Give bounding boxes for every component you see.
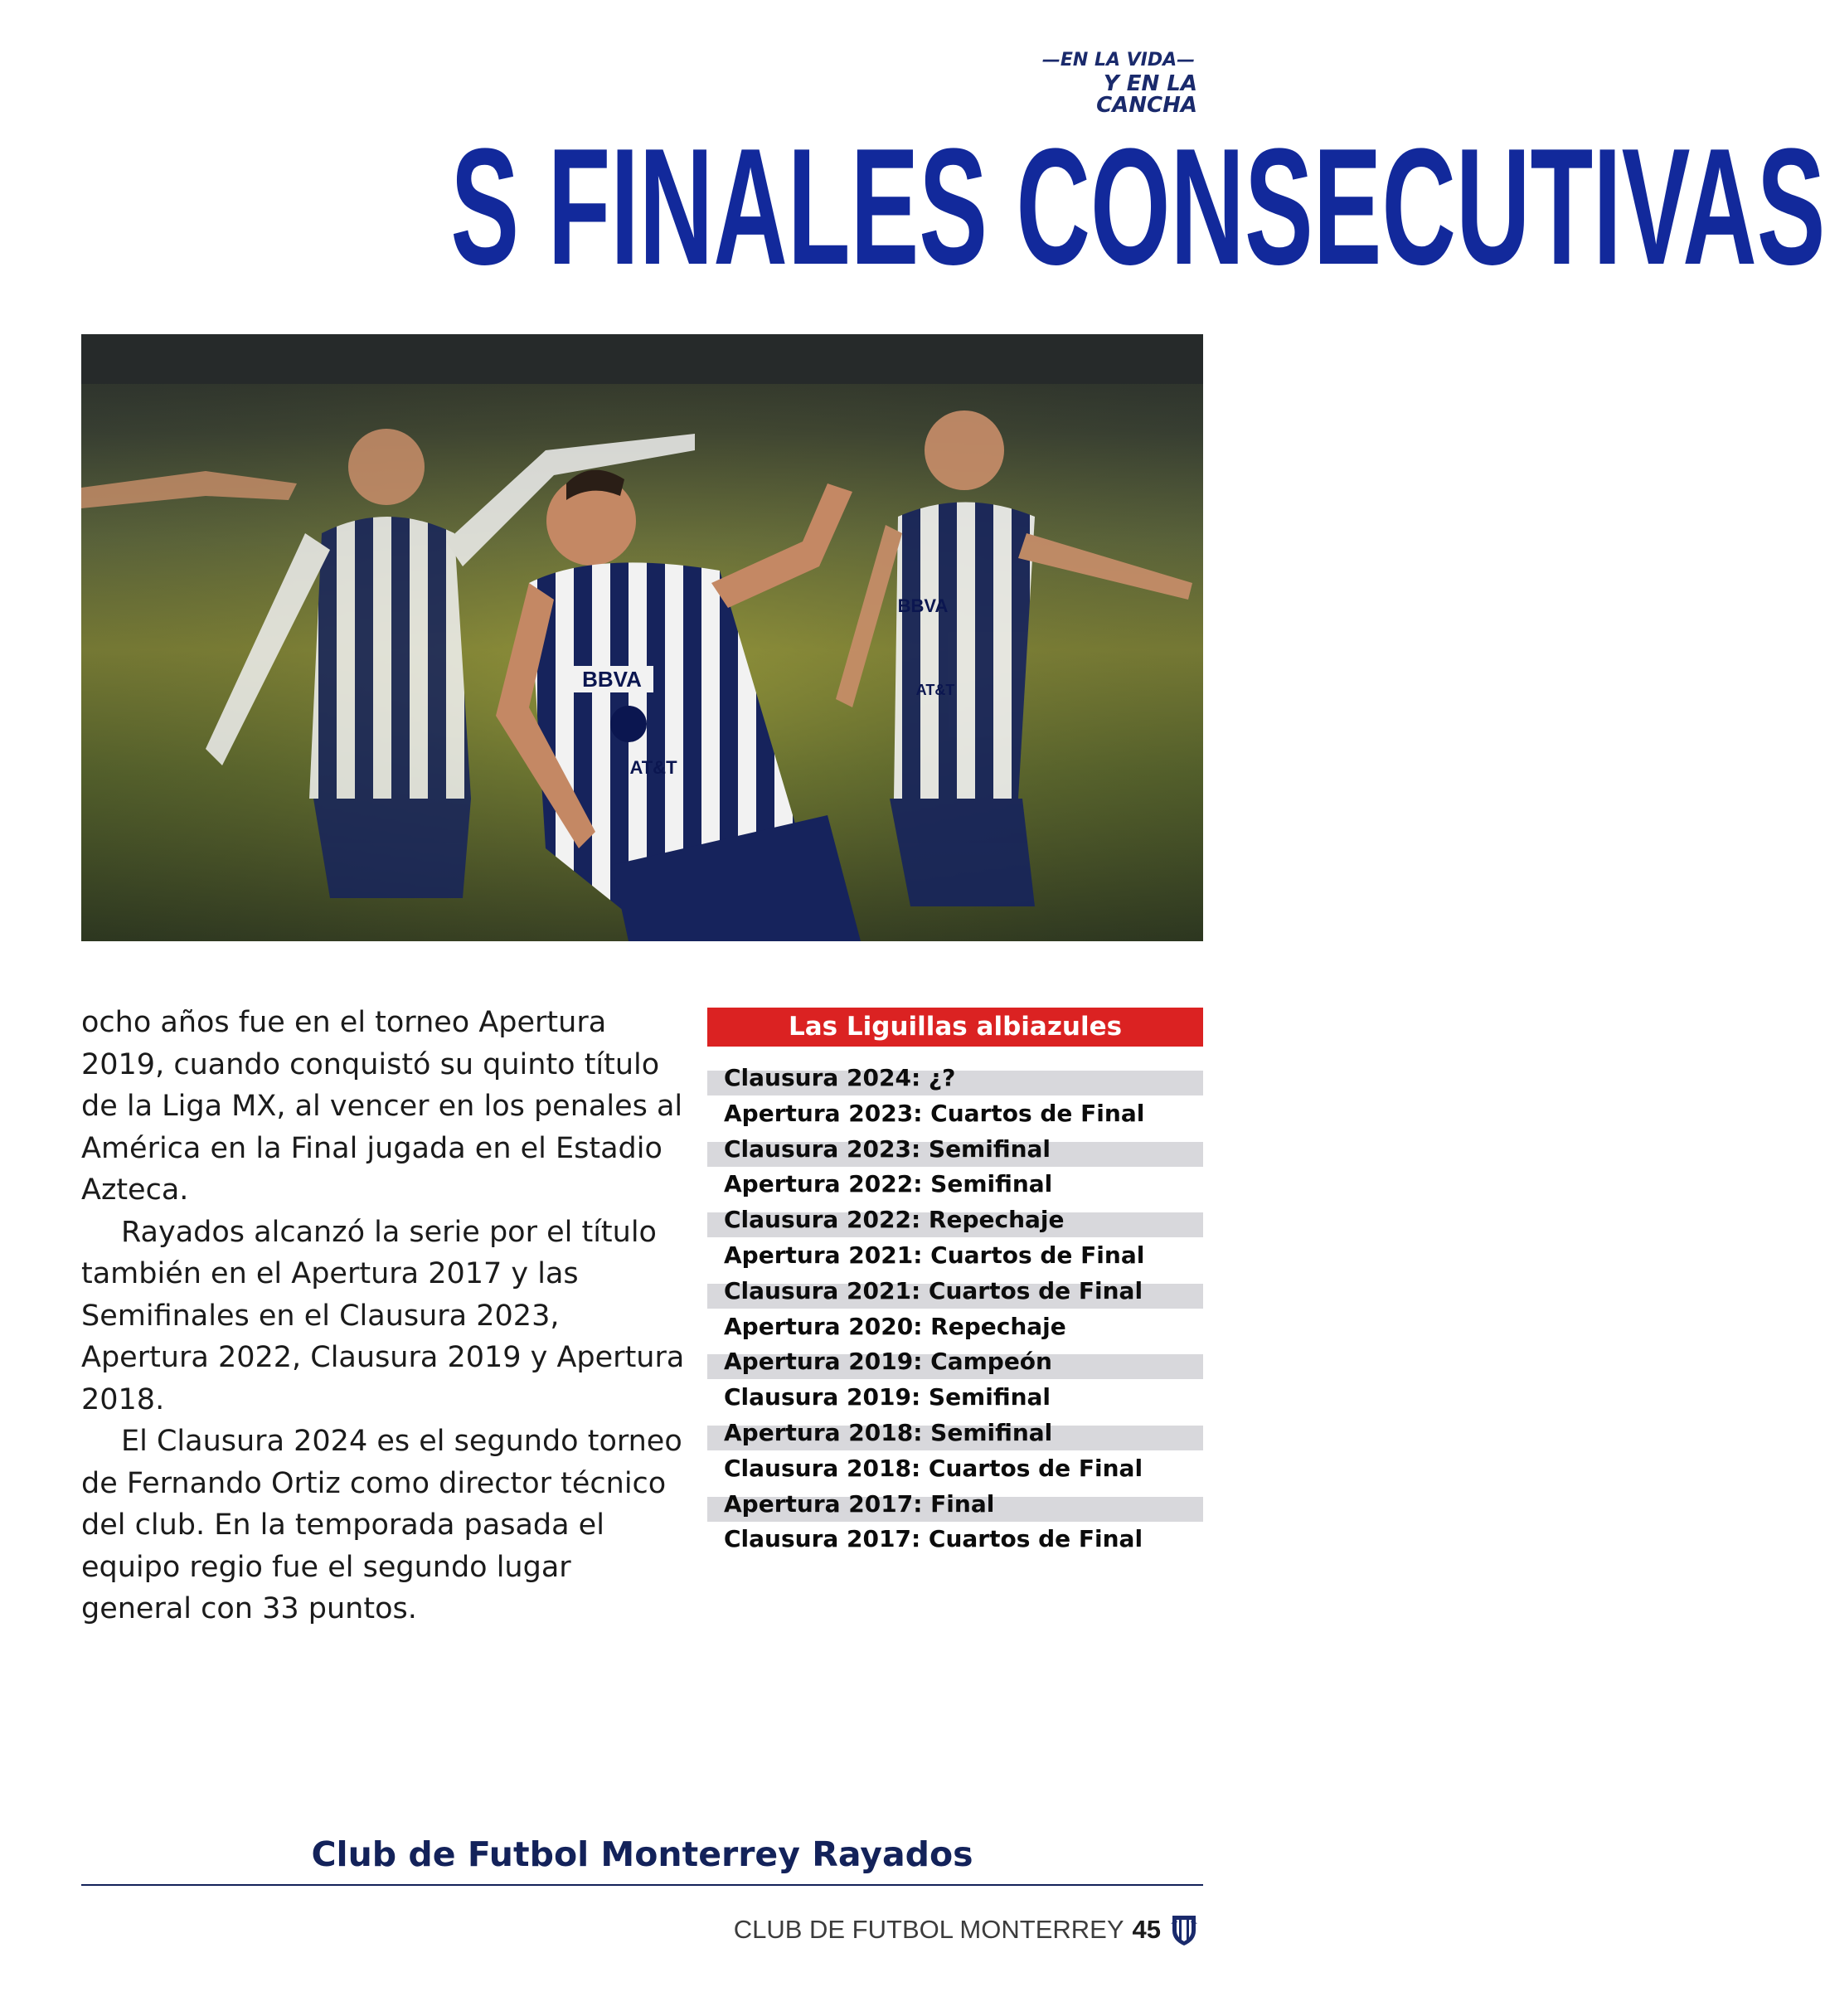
- list-item: Clausura 2021: Cuartos de Final: [707, 1274, 1203, 1309]
- list-item: Clausura 2018: Cuartos de Final: [724, 1454, 1143, 1482]
- brand-line-1: —EN LA VIDA—: [1041, 50, 1196, 70]
- list-item: Clausura 2019: Semifinal: [724, 1383, 1051, 1411]
- list-item: Apertura 2022: Semifinal: [724, 1170, 1053, 1198]
- sponsor-bbva-right: BBVA: [897, 595, 949, 616]
- page-number: 45: [1132, 1915, 1161, 1944]
- brand-logo: [1040, 51, 1197, 116]
- list-item: Clausura 2022: Repechaje: [707, 1202, 1203, 1238]
- page-footer: [734, 1912, 1199, 1948]
- article-paragraph: ocho años fue en el torneo Apertura 2019, cuando conquistó su quinto título de la Liga MX, al vencer en los penales al América en la Final jugada en el Estadio Azteca.: [81, 1006, 683, 1207]
- list-item: Apertura 2020: Repechaje: [724, 1312, 1066, 1340]
- celebration-illustration: [81, 334, 1203, 941]
- list-item: Clausura 2023: Semifinal: [707, 1132, 1203, 1168]
- article-paragraph: Rayados alcanzó la serie por el título también en el Apertura 2017 y las Semifinales en el Clausura 2023, Apertura 2022, Clausura 2019 y Apertura 2018.: [81, 1215, 685, 1416]
- publication-name: CLUB DE FUTBOL MONTERREY: [733, 1915, 1124, 1944]
- list-item: Apertura 2018: Semifinal: [707, 1416, 1203, 1451]
- sponsor-att-right: AT&T: [915, 682, 955, 698]
- list-item: Clausura 2024: ¿?: [707, 1061, 1203, 1096]
- list-item: Apertura 2023: Cuartos de Final: [724, 1099, 1145, 1127]
- liguillas-list: [707, 1061, 1203, 1557]
- footer-divider: [81, 1884, 1203, 1886]
- article-paragraph: El Clausura 2024 es el segundo torneo de Fernando Ortiz como director técnico del club. En la temporada pasada el equipo regio fue el segundo lugar general con 33 puntos.: [81, 1425, 682, 1625]
- article-body: [81, 1002, 687, 1630]
- sponsor-bbva: BBVA: [582, 667, 642, 692]
- section-title: Club de Futbol Monterrey Rayados: [311, 1834, 973, 1874]
- sponsor-att: AT&T: [629, 757, 677, 778]
- sidebar-title: Las Liguillas albiazules: [707, 1008, 1203, 1047]
- list-item: Clausura 2017: Cuartos de Final: [724, 1525, 1143, 1553]
- page-headline: S FINALES CONSECUTIVAS: [450, 114, 1825, 299]
- club-crest-icon: [1169, 1912, 1199, 1947]
- liguillas-sidebar: [707, 1008, 1203, 1557]
- list-item: Apertura 2021: Cuartos de Final: [724, 1241, 1145, 1269]
- list-item: Apertura 2019: Campeón: [707, 1344, 1203, 1380]
- list-item: Apertura 2017: Final: [707, 1487, 1203, 1523]
- brand-line-2: Y EN LA CANCHA: [1096, 71, 1197, 118]
- team-celebration-photo: [81, 334, 1203, 941]
